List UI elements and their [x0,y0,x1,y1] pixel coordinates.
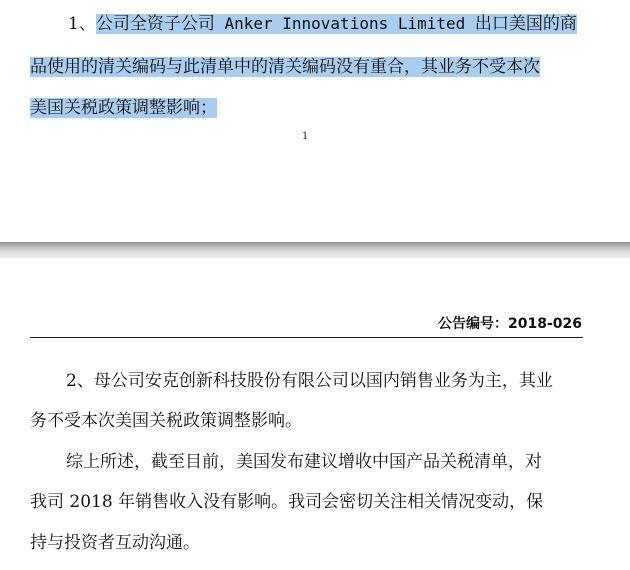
selected-text[interactable] [30,57,540,77]
paragraph-2-line-2[interactable]: 务不受本次美国关税政策调整影响。 [30,411,302,431]
document-page-2 [0,258,630,570]
document-page-1 [0,0,630,242]
page-separator [0,242,630,258]
selected-text[interactable] [96,14,577,34]
paragraph-1-line-3[interactable] [30,96,217,120]
selected-text-segment: ，其业务不受本次 [404,57,540,77]
paragraph-2-line-1[interactable]: 2、母公司安克创新科技股份有限公司以国内销售业务为主，其业 [66,371,553,391]
paragraph-1-line-2[interactable] [30,55,540,79]
selected-text-segment: 公司全资子公司 [95,14,215,34]
selected-text[interactable]: 美国关税政策调整影响； [30,98,217,118]
header-divider [30,337,583,338]
company-name-latin: Anker Innovations Limited [214,14,475,33]
page-number: 1 [302,131,309,142]
paragraph-3-line-2[interactable]: 我司 2018 年销售收入没有影响。我司会密切关注相关情况变动，保 [30,492,544,512]
selected-text-segment: 出口美国的商 [474,14,577,34]
paragraph-1-line-1[interactable] [68,12,577,36]
list-number: 1、 [68,14,96,34]
announcement-number: 公告编号：2018-026 [438,316,582,332]
selected-text-segment: 品使用的清关编码与此清单中的清关编码没有重合 [30,57,404,77]
paragraph-3-line-1[interactable]: 综上所述，截至目前，美国发布建议增收中国产品关税清单，对 [66,452,542,472]
paragraph-3-line-3[interactable]: 持与投资者互动沟通。 [30,533,200,553]
